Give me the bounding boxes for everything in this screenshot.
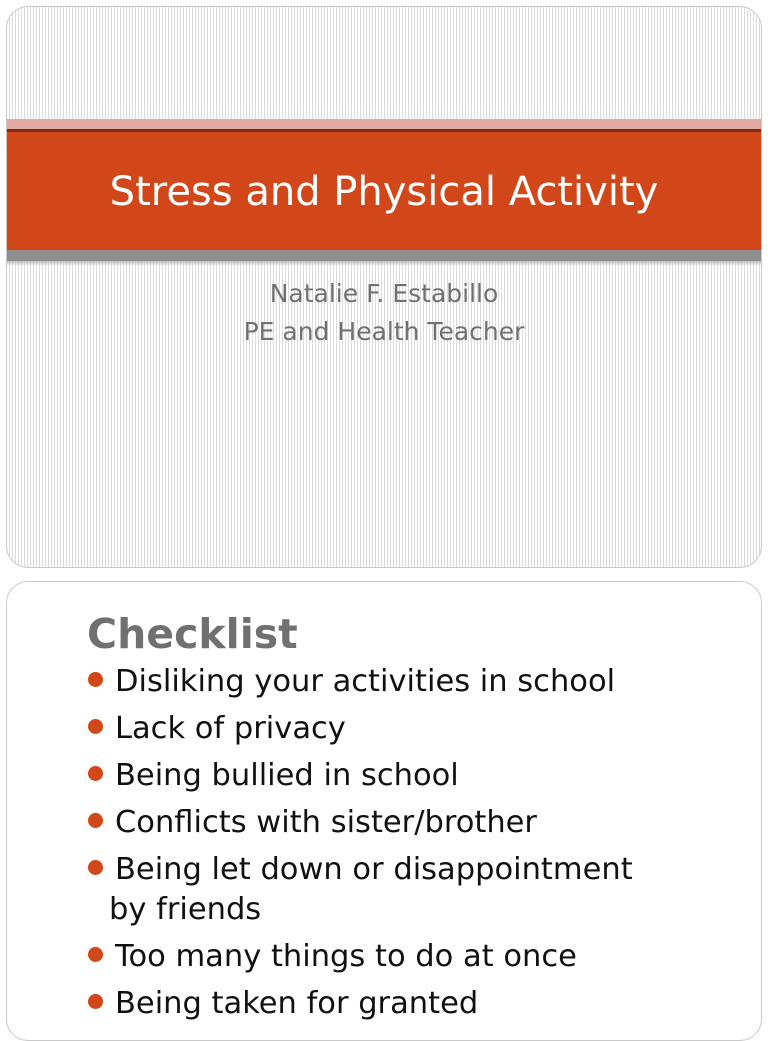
bullet-dot-icon [88,766,103,781]
band-shadow [7,261,761,266]
title-banner [7,132,761,250]
list-item-continuation: by friends [109,892,262,927]
list-item [85,984,745,1024]
author-role: PE and Health Teacher [243,317,525,346]
list-item [85,937,745,977]
band-gray-bottom [7,250,761,261]
slide-title: Stress and Physical Activity [109,169,659,215]
checklist-heading: Checklist [87,610,298,658]
bullet-dot-icon [88,672,103,687]
list-item-text: Being bullied in school [115,758,459,793]
bullet-dot-icon [88,860,103,875]
bullet-dot-icon [88,994,103,1009]
list-item [85,662,745,702]
list-item-text: Conflicts with sister/brother [115,805,537,840]
list-item-text: Too many things to do at once [115,939,577,974]
band-accent-top [7,119,761,129]
checklist-list [85,662,745,1031]
list-item-text: Lack of privacy [115,711,346,746]
list-item-text: Being taken for granted [115,986,479,1021]
list-item-text: Being let down or disappointment [115,852,633,887]
bullet-dot-icon [88,813,103,828]
list-item [85,803,745,843]
list-item [85,756,745,796]
title-band [7,119,761,269]
bullet-dot-icon [88,719,103,734]
list-item [85,709,745,749]
subtitle-block [7,275,761,351]
list-item-text: Disliking your activities in school [115,664,616,699]
bullet-dot-icon [88,947,103,962]
list-item [85,850,745,930]
title-slide [6,6,762,568]
author-name: Natalie F. Estabillo [269,279,499,308]
checklist-slide [6,581,762,1041]
